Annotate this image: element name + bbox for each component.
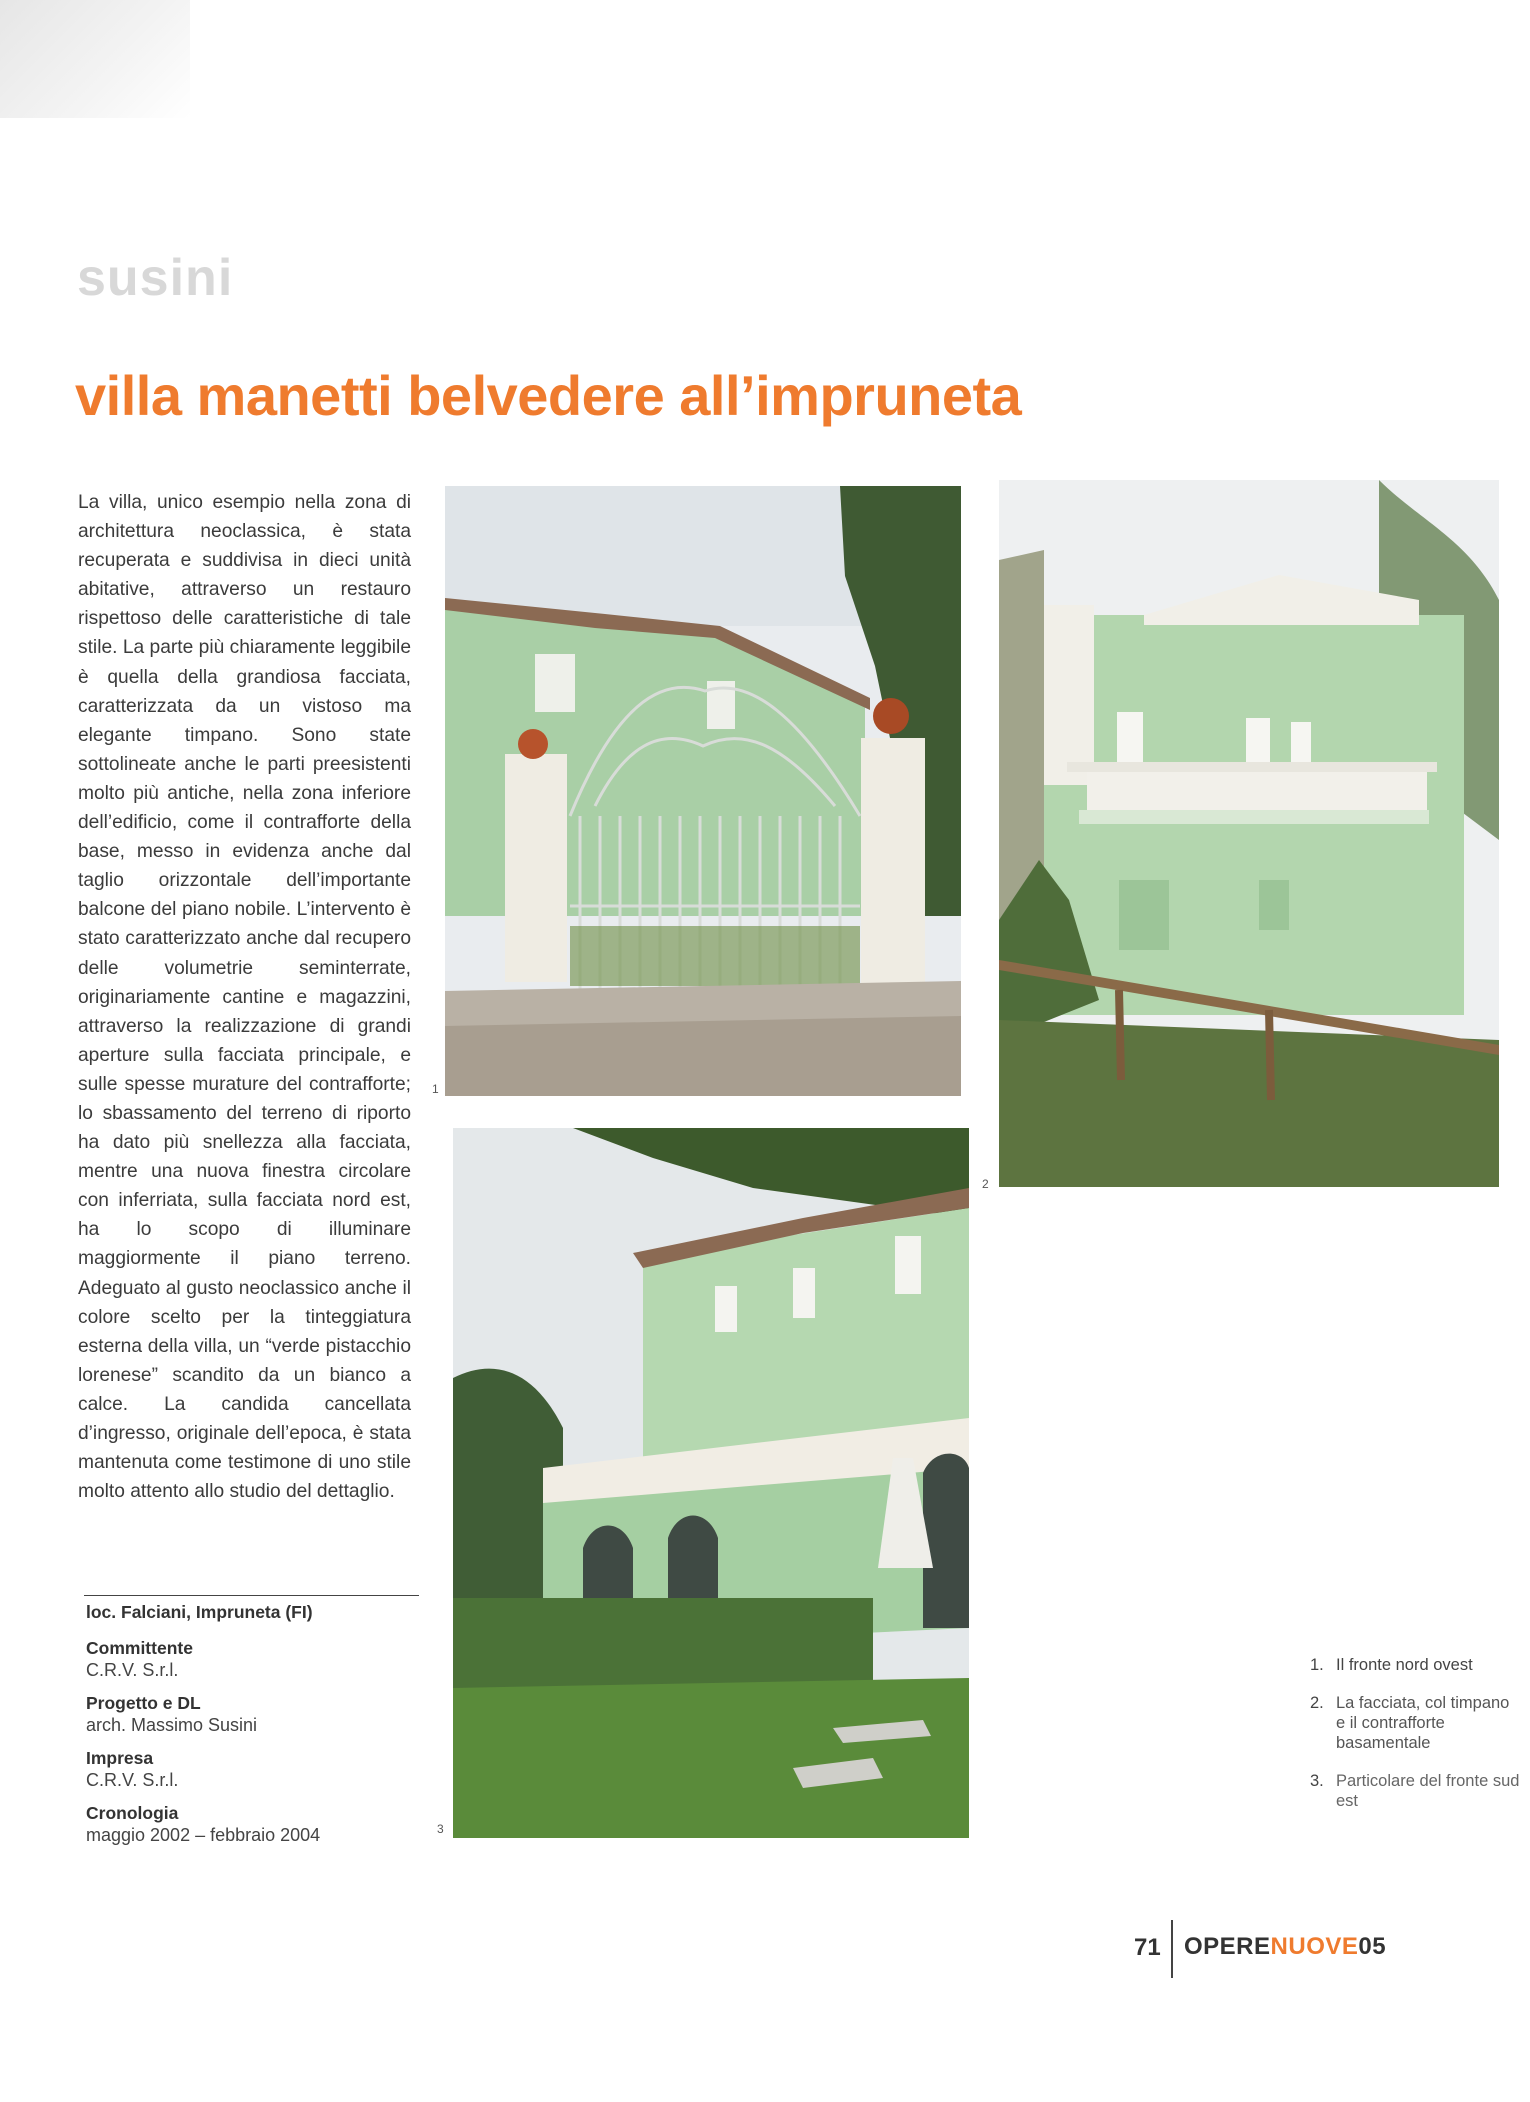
credit-label: Progetto e DL — [86, 1693, 201, 1713]
caption-text: Il fronte nord ovest — [1336, 1656, 1473, 1674]
caption-number: 2. — [1310, 1694, 1324, 1712]
magazine-brand — [1184, 1933, 1386, 1961]
folio-divider — [1171, 1920, 1173, 1978]
credit-design — [86, 1692, 421, 1736]
credit-chronology — [86, 1802, 421, 1846]
credit-contractor — [86, 1747, 421, 1791]
photo-number-2: 2 — [982, 1177, 989, 1191]
photo-gate-northwest — [445, 486, 961, 1096]
brand-issue: 05 — [1358, 1933, 1387, 1960]
photo-facade-pediment — [999, 480, 1499, 1187]
caption-text: Particolare del fronte sud est — [1336, 1772, 1520, 1810]
photo-number-3: 3 — [437, 1822, 444, 1836]
caption-number: 3. — [1310, 1772, 1324, 1790]
credits-rule — [84, 1595, 419, 1596]
article-body: La villa, unico esempio nella zona di architettura neoclassica, è stata recuperata e suddivisa in dieci unità abitative, attraverso un restauro rispettoso delle caratteristiche di tale stile. La parte più chiaramente leggibile è quella della grandiosa facciata, caratterizzata da un vistoso ma elegante timpano. Sono state sottolineate anche le parti preesistenti molto più antiche, nella zona inferiore dell’edificio, come il contrafforte della base, messo in evidenza anche dal taglio orizzontale dell’importante balcone del piano nobile. L’intervento è stato caratterizzato anche dal recupero delle volumetrie seminterrate, originariamente cantine e magazzini, attraverso la realizzazione di grandi aperture sulla facciata principale, e sulle spesse murature del contrafforte; lo sbassamento del terreno di riporto ha dato più snellezza alla facciata, mentre una nuova finestra circolare con inferriata, sulla facciata nord est, ha lo scopo di illuminare maggiormente il piano terreno. Adeguato al gusto neoclassico anche il colore scelto per la tinteggiatura esterna della villa, un “verde pistacchio lorenese” scandito da un bianco a calce. La candida cancellata d’ingresso, originale dell’epoca, è stata mantenuta come testimone di uno stile molto attento allo studio del dettaglio. — [78, 492, 411, 1503]
credit-value: maggio 2002 – febbraio 2004 — [86, 1825, 321, 1845]
caption-3 — [1310, 1771, 1520, 1811]
credit-value: C.R.V. S.r.l. — [86, 1660, 179, 1680]
page-number: 71 — [1134, 1934, 1161, 1961]
caption-text: La facciata, col timpano e il contrafforte basamentale — [1336, 1694, 1510, 1752]
scan-corner-shade — [0, 0, 190, 118]
credit-value: arch. Massimo Susini — [86, 1715, 258, 1735]
credit-label: Cronologia — [86, 1803, 179, 1823]
brand-opere: OPERE — [1184, 1933, 1271, 1960]
caption-number: 1. — [1310, 1656, 1324, 1674]
brand-nuove: NUOVE — [1270, 1933, 1359, 1960]
credit-value: C.R.V. S.r.l. — [86, 1770, 179, 1790]
article-title: villa manetti belvedere all’impruneta — [75, 363, 1022, 427]
author-kicker: susini — [77, 249, 234, 307]
caption-1 — [1310, 1655, 1520, 1675]
credit-label: Impresa — [86, 1748, 154, 1768]
caption-2 — [1310, 1693, 1520, 1753]
credits-block — [86, 1602, 421, 1857]
photo-captions — [1310, 1655, 1520, 1829]
photo-southeast-front — [453, 1128, 969, 1838]
credits-location: loc. Falciani, Impruneta (FI) — [86, 1602, 313, 1622]
credit-client — [86, 1637, 421, 1681]
photo-number-1: 1 — [432, 1082, 439, 1096]
credit-label: Committente — [86, 1638, 193, 1658]
